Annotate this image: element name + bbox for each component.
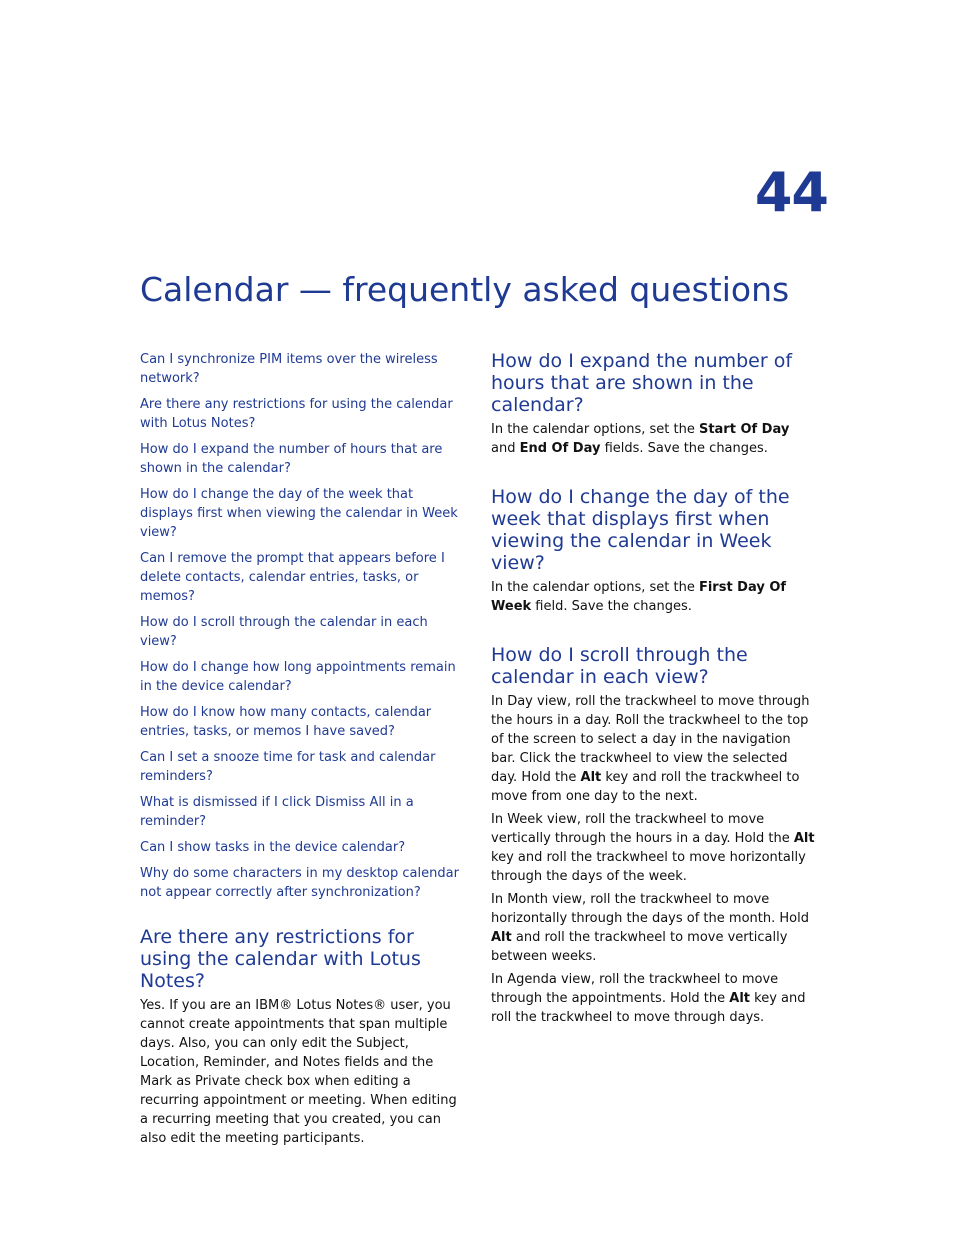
section-heading: How do I change the day of the week that displays first when viewing the calendar in Week view? <box>491 486 790 574</box>
faq-link-appointment-duration[interactable]: How do I change how long appointments remain in the device calendar? <box>140 660 456 694</box>
section-heading: How do I expand the number of hours that are shown in the calendar? <box>491 350 793 416</box>
faq-link-show-tasks[interactable]: Can I show tasks in the device calendar? <box>140 840 406 855</box>
section-heading: How do I scroll through the calendar in each view? <box>491 644 748 688</box>
agenda-view-text: In Agenda view, roll the trackwheel to move through the appointments. Hold the Alt key and roll the trackwheel to move through days. <box>491 972 806 1025</box>
faq-link-remove-prompt[interactable]: Can I remove the prompt that appears before I delete contacts, calendar entries, tasks, or memos? <box>140 551 445 604</box>
faq-link-scroll[interactable]: How do I scroll through the calendar in each view? <box>140 615 428 649</box>
section-expand-hours <box>491 350 817 458</box>
left-column <box>140 350 465 1152</box>
faq-link-characters[interactable]: Why do some characters in my desktop calendar not appear correctly after synchronization? <box>140 866 459 900</box>
section-body: In the calendar options, set the First Day Of Week field. Save the changes. <box>491 580 787 614</box>
section-scroll <box>491 644 817 1027</box>
chapter-number: 44 <box>754 161 828 224</box>
right-column <box>491 350 817 1031</box>
faq-link-list <box>140 350 465 902</box>
faq-link-snooze[interactable]: Can I set a snooze time for task and calendar reminders? <box>140 750 436 784</box>
faq-link-sync-pim[interactable]: Can I synchronize PIM items over the wireless network? <box>140 352 438 386</box>
section-first-day <box>491 486 817 616</box>
faq-link-first-day[interactable]: How do I change the day of the week that displays first when viewing the calendar in Week view? <box>140 487 458 540</box>
week-view-text: In Week view, roll the trackwheel to move vertically through the hours in a day. Hold the Alt key and roll the trackwheel to move horizontally through the days of the week. <box>491 812 815 884</box>
faq-link-dismiss-all[interactable]: What is dismissed if I click Dismiss All in a reminder? <box>140 795 414 829</box>
faq-link-lotus-restrictions[interactable]: Are there any restrictions for using the calendar with Lotus Notes? <box>140 397 453 431</box>
section-heading: Are there any restrictions for using the calendar with Lotus Notes? <box>140 926 421 992</box>
page-title: Calendar — frequently asked questions <box>140 270 790 309</box>
day-view-text: In Day view, roll the trackwheel to move through the hours in a day. Roll the trackwheel to the top of the screen to select a day in the navigation bar. Click the trackwheel to view the selected day. Hold the Alt key and roll the trackwheel to move from one day to the next. <box>491 694 810 804</box>
section-body: Yes. If you are an IBM® Lotus Notes® user, you cannot create appointments that span multiple days. Also, you can only edit the Subject, Location, Reminder, and Notes fields and the Mark as Private check box when editing a recurring appointment or meeting. When editing a recurring meeting that you created, you can also edit the meeting participants. <box>140 998 457 1146</box>
section-body: In the calendar options, set the Start Of Day and End Of Day fields. Save the changes. <box>491 422 790 456</box>
faq-link-expand-hours[interactable]: How do I expand the number of hours that are shown in the calendar? <box>140 442 443 476</box>
faq-link-item-count[interactable]: How do I know how many contacts, calendar entries, tasks, or memos I have saved? <box>140 705 432 739</box>
month-view-text: In Month view, roll the trackwheel to move horizontally through the days of the month. Hold Alt and roll the trackwheel to move vertically between weeks. <box>491 892 809 964</box>
section-lotus-restrictions <box>140 926 465 1148</box>
